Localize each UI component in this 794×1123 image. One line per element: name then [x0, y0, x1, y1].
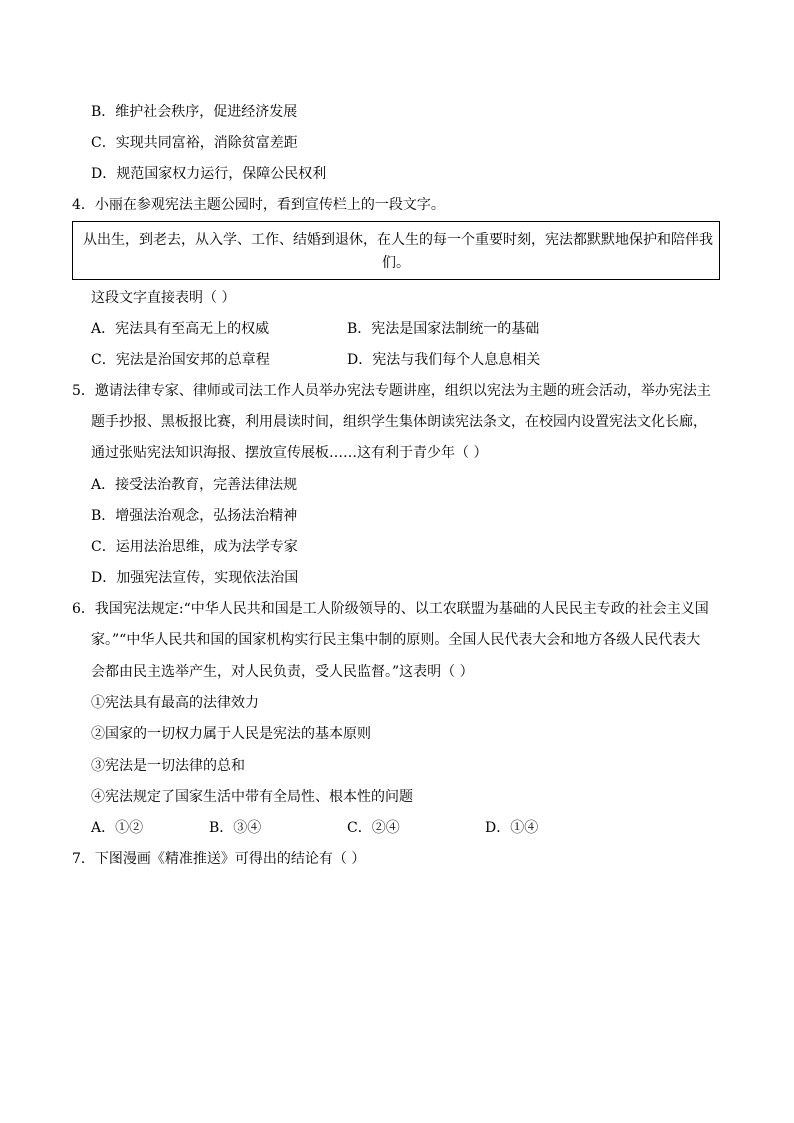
q6-option-a: A．①②	[91, 820, 144, 836]
q4-option-c: C．宪法是治国安邦的总章程	[91, 352, 270, 368]
q6-statement-4: ④宪法规定了国家生活中带有全局性、根本性的问题	[91, 789, 413, 805]
q6-option-d: D．①④	[485, 820, 539, 836]
q4-quote-line-2: 们。	[382, 255, 410, 271]
q6-stem-line-2: 家。”“中华人民共和国的国家机构实行民主集中制的原则。全国人民代表大会和地方各级人民代表大	[91, 632, 701, 648]
q3-option-c: C．实现共同富裕，消除贫富差距	[91, 135, 298, 151]
q4-quote-box	[72, 221, 720, 280]
q4-options-row-2	[91, 350, 711, 370]
q3-option-d: D．规范国家权力运行，保障公民权利	[91, 166, 327, 182]
q4-option-d: D．宪法与我们每个人息息相关	[347, 352, 541, 368]
q6-option-b: B．③④	[209, 820, 262, 836]
q5-option-a: A．接受法治教育，完善法律法规	[91, 477, 298, 493]
q5-stem-line-1: 5．邀请法律专家、律师或司法工作人员举办宪法专题讲座，组织以宪法为主题的班会活动，举办宪法主	[72, 383, 711, 399]
q5-option-b: B．增强法治观念，弘扬法治精神	[91, 508, 298, 524]
q5-stem-line-3: 通过张贴宪法知识海报、摆放宣传展板……这有利于青少年（ ）	[91, 445, 488, 461]
q5-option-c: C．运用法治思维，成为法学专家	[91, 539, 298, 555]
q6-statement-3: ③宪法是一切法律的总和	[91, 758, 245, 774]
q6-stem-line-3: 会都由民主选举产生，对人民负责，受人民监督。”这表明（ ）	[91, 664, 474, 680]
q6-option-c: C．②④	[347, 820, 400, 836]
q7-stem: 7．下图漫画《精准推送》可得出的结论有（ ）	[72, 851, 366, 867]
q4-stem: 4．小丽在参观宪法主题公园时，看到宣传栏上的一段文字。	[72, 197, 445, 213]
q6-statement-2: ②国家的一切权力属于人民是宪法的基本原则	[91, 726, 371, 742]
q5-option-d: D．加强宪法宣传，实现依法治国	[91, 570, 299, 586]
q4-quote-line-1: 从出生，到老去，从入学、工作、结婚到退休，在人生的每一个重要时刻，宪法都默默地保护和陪伴我	[83, 232, 713, 248]
q6-options-row	[91, 818, 711, 838]
q3-option-b: B．维护社会秩序，促进经济发展	[91, 104, 298, 120]
q4-option-a: A．宪法具有至高无上的权威	[91, 321, 270, 337]
q4-option-b: B．宪法是国家法制统一的基础	[347, 321, 540, 337]
q6-stem-line-1: 6．我国宪法规定:“中华人民共和国是工人阶级领导的、以工农联盟为基础的人民民主专政的社会主义国	[72, 601, 709, 617]
q4-options-row-1	[91, 319, 711, 339]
q5-stem-line-2: 题手抄报、黑板报比赛，利用晨读时间，组织学生集体朗读宪法条文，在校园内设置宪法文化长廊，	[91, 414, 707, 430]
q6-statement-1: ①宪法具有最高的法律效力	[91, 695, 259, 711]
q4-prompt: 这段文字直接表明（ ）	[91, 290, 236, 306]
